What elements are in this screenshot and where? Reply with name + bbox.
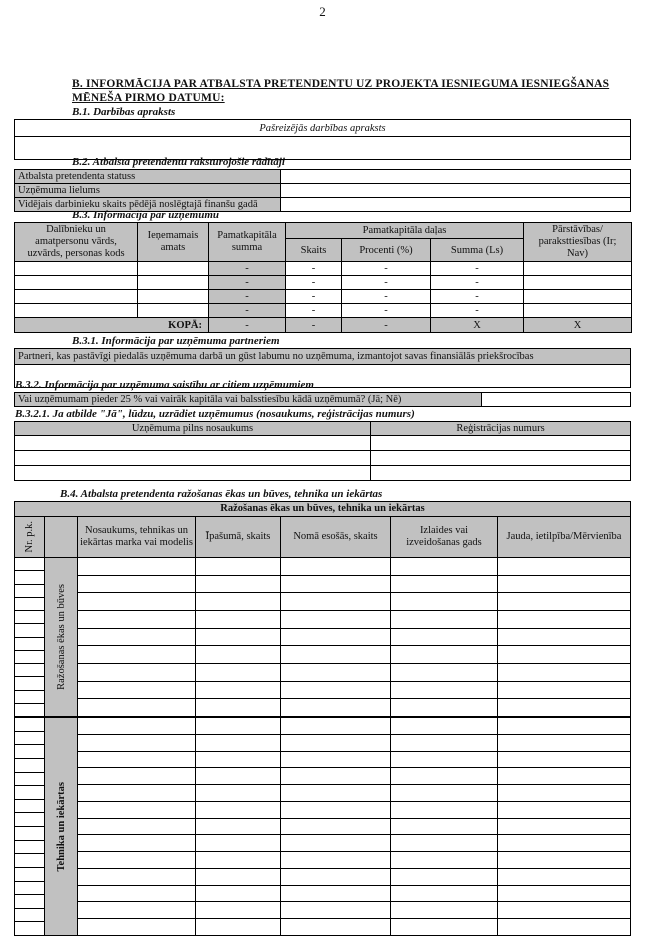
group-band xyxy=(45,558,78,716)
asset-cell xyxy=(78,664,196,681)
col-header-position: Ieņemamais amats xyxy=(138,223,209,262)
nr-cell xyxy=(15,558,44,571)
sum-cell: - xyxy=(431,290,524,304)
asset-cell xyxy=(78,629,196,646)
percent-cell: - xyxy=(342,262,431,276)
col-header-representation: Pārstāvības/ paraksttiesības (Ir; Nav) xyxy=(524,223,632,262)
asset-row xyxy=(78,593,630,611)
asset-cell xyxy=(78,593,196,610)
asset-cell xyxy=(78,699,196,716)
asset-row xyxy=(78,902,630,919)
asset-cell xyxy=(391,752,498,768)
nr-cell xyxy=(15,585,44,598)
asset-cell xyxy=(281,558,391,575)
asset-cell xyxy=(78,611,196,628)
group-band xyxy=(45,718,78,935)
asset-cell xyxy=(391,886,498,902)
asset-cell xyxy=(391,735,498,751)
asset-cell xyxy=(78,682,196,699)
position-cell xyxy=(138,276,209,290)
name-model-header: Nosaukums, tehnikas un iekārtas marka vai modelis xyxy=(78,517,196,557)
asset-row xyxy=(78,699,630,716)
group-equipment xyxy=(15,718,630,935)
asset-cell xyxy=(498,869,630,885)
asset-cell xyxy=(281,752,391,768)
nr-column xyxy=(15,558,45,716)
asset-cell xyxy=(78,802,196,818)
asset-cell xyxy=(391,768,498,784)
b3-shareholders-table xyxy=(14,222,632,333)
asset-cell xyxy=(281,664,391,681)
member-cell xyxy=(15,276,138,290)
asset-cell xyxy=(498,819,630,835)
b2-row-value xyxy=(281,170,631,184)
count-cell: - xyxy=(286,290,342,304)
representation-cell xyxy=(524,262,632,276)
asset-cell xyxy=(78,886,196,902)
representation-cell xyxy=(524,276,632,290)
b2-row-label: Vidējais darbinieku skaits pēdējā noslēgtajā finanšu gadā xyxy=(15,198,281,212)
asset-cell xyxy=(281,886,391,902)
nr-cell xyxy=(15,786,44,800)
asset-cell xyxy=(196,852,281,868)
asset-row xyxy=(78,611,630,629)
asset-cell xyxy=(281,819,391,835)
nr-cell xyxy=(15,611,44,624)
nr-cell xyxy=(15,624,44,637)
asset-cell xyxy=(391,869,498,885)
current-activity-header: Pašreizējās darbības apraksts xyxy=(15,120,631,137)
sum-cell: - xyxy=(431,304,524,318)
asset-cell xyxy=(196,664,281,681)
asset-row xyxy=(78,646,630,664)
b32-question-table xyxy=(14,392,631,407)
total-capital-sum: - xyxy=(209,318,286,333)
asset-cell xyxy=(498,576,630,593)
nr-cell xyxy=(15,598,44,611)
b2-row-value xyxy=(281,184,631,198)
asset-cell xyxy=(281,869,391,885)
asset-cell xyxy=(78,576,196,593)
position-cell xyxy=(138,290,209,304)
asset-cell xyxy=(498,768,630,784)
col-header-capital-shares: Pamatkapitāla daļas xyxy=(286,223,524,239)
asset-row xyxy=(78,768,630,785)
asset-row xyxy=(78,558,630,576)
asset-cell xyxy=(78,558,196,575)
asset-cell xyxy=(281,682,391,699)
member-cell xyxy=(15,304,138,318)
asset-row xyxy=(78,869,630,886)
asset-cell xyxy=(281,646,391,663)
asset-cell xyxy=(498,611,630,628)
asset-cell xyxy=(391,558,498,575)
asset-cell xyxy=(498,785,630,801)
asset-cell xyxy=(78,852,196,868)
asset-row xyxy=(78,664,630,682)
asset-cell xyxy=(196,735,281,751)
asset-cell xyxy=(391,819,498,835)
asset-row xyxy=(78,752,630,769)
asset-cell xyxy=(78,785,196,801)
asset-cell xyxy=(498,558,630,575)
nr-cell xyxy=(15,882,44,896)
asset-cell xyxy=(498,752,630,768)
asset-cell xyxy=(78,819,196,835)
asset-cell xyxy=(196,819,281,835)
asset-row xyxy=(78,785,630,802)
representation-cell xyxy=(524,290,632,304)
nr-cell xyxy=(15,704,44,716)
sum-cell: - xyxy=(431,262,524,276)
b31-heading: B.3.1. Informācija par uzņēmuma partneriem xyxy=(72,335,280,347)
group-label-production-buildings: Ražošanas ēkas un būves xyxy=(55,584,67,690)
asset-cell xyxy=(78,752,196,768)
percent-cell: - xyxy=(342,290,431,304)
asset-cell xyxy=(498,835,630,851)
asset-cell xyxy=(78,768,196,784)
asset-cell xyxy=(78,718,196,734)
asset-cell xyxy=(281,611,391,628)
count-cell: - xyxy=(286,304,342,318)
total-count: - xyxy=(286,318,342,333)
col-header-count: Skaits xyxy=(286,239,342,262)
nr-cell xyxy=(15,677,44,690)
asset-row xyxy=(78,735,630,752)
asset-cell xyxy=(391,682,498,699)
nr-cell xyxy=(15,759,44,773)
asset-cell xyxy=(196,629,281,646)
owned-count-header: Īpašumā, skaits xyxy=(196,517,281,557)
asset-row xyxy=(78,819,630,836)
group-band-header xyxy=(45,517,78,557)
asset-cell xyxy=(196,785,281,801)
asset-cell xyxy=(498,852,630,868)
registration-number-cell xyxy=(371,451,631,466)
nr-cell xyxy=(15,813,44,827)
asset-cell xyxy=(391,611,498,628)
asset-cell xyxy=(391,629,498,646)
col-header-sum-ls: Summa (Ls) xyxy=(431,239,524,262)
asset-cell xyxy=(281,902,391,918)
nr-cell xyxy=(15,909,44,923)
asset-cell xyxy=(281,768,391,784)
asset-cell xyxy=(498,802,630,818)
asset-cell xyxy=(78,646,196,663)
asset-row xyxy=(78,576,630,594)
asset-cell xyxy=(196,699,281,716)
asset-cell xyxy=(391,646,498,663)
nr-cell xyxy=(15,868,44,882)
b4-table-title: Ražošanas ēkas un būves, tehnika un iekārtas xyxy=(15,502,630,517)
asset-cell xyxy=(391,852,498,868)
col-header-percent: Procenti (%) xyxy=(342,239,431,262)
col-header-capital-sum: Pamatkapitāla summa xyxy=(209,223,286,262)
asset-cell xyxy=(78,869,196,885)
asset-cell xyxy=(196,576,281,593)
registration-number-cell xyxy=(371,466,631,481)
asset-cell xyxy=(391,593,498,610)
asset-cell xyxy=(498,593,630,610)
nr-cell xyxy=(15,854,44,868)
ownership-question: Vai uzņēmumam pieder 25 % vai vairāk kapitāla vai balsstiesību kādā uzņēmumā? (Jā; Nē) xyxy=(15,393,482,407)
col-header-members: Dalībnieku un amatpersonu vārds, uzvārds, personas kods xyxy=(15,223,138,262)
asset-cell xyxy=(196,835,281,851)
asset-row xyxy=(78,629,630,647)
total-sum-x: X xyxy=(431,318,524,333)
group-label-equipment: Tehnika un iekārtas xyxy=(55,781,67,872)
asset-cell xyxy=(391,802,498,818)
b4-header-row xyxy=(15,517,630,558)
asset-cell xyxy=(281,576,391,593)
company-name-cell xyxy=(15,466,371,481)
asset-cell xyxy=(196,752,281,768)
nr-cell xyxy=(15,841,44,855)
registration-number-header: Reģistrācijas numurs xyxy=(371,422,631,436)
asset-cell xyxy=(196,902,281,918)
nr-cell xyxy=(15,732,44,746)
asset-cell xyxy=(78,919,196,935)
percent-cell: - xyxy=(342,304,431,318)
total-representation-x: X xyxy=(524,318,632,333)
b321-companies-table xyxy=(14,421,631,481)
capital-sum-cell: - xyxy=(209,262,286,276)
asset-row xyxy=(78,886,630,903)
capacity-header: Jauda, ietilpība/Mērvienība xyxy=(498,517,630,557)
asset-cell xyxy=(196,802,281,818)
b32-heading: B.3.2. Informācija par uzņēmuma saistību ar citiem uzņēmumiem xyxy=(15,379,314,391)
asset-cell xyxy=(281,852,391,868)
company-name-header: Uzņēmuma pilns nosaukums xyxy=(15,422,371,436)
asset-cell xyxy=(498,629,630,646)
asset-cell xyxy=(391,699,498,716)
partners-description: Partneri, kas pastāvīgi piedalās uzņēmuma darbā un gūst labumu no uzņēmuma, izmantojot savas finansiālās priekšrocības xyxy=(15,349,631,365)
asset-cell xyxy=(391,664,498,681)
b1-table xyxy=(14,119,631,160)
nr-cell xyxy=(15,651,44,664)
b2-row-label: Atbalsta pretendenta statuss xyxy=(15,170,281,184)
company-name-cell xyxy=(15,436,371,451)
asset-row xyxy=(78,682,630,700)
capital-sum-cell: - xyxy=(209,290,286,304)
page-number: 2 xyxy=(319,4,326,19)
b321-heading: B.3.2.1. Ja atbilde "Jā", lūdzu, uzrādiet uzņēmumus (nosaukums, reģistrācijas numurs) xyxy=(15,408,415,420)
position-cell xyxy=(138,262,209,276)
asset-cell xyxy=(281,629,391,646)
asset-cell xyxy=(281,919,391,935)
nr-cell xyxy=(15,571,44,584)
nr-cell xyxy=(15,691,44,704)
representation-cell xyxy=(524,304,632,318)
asset-row xyxy=(78,919,630,935)
asset-cell xyxy=(498,664,630,681)
b2-row-label: Uzņēmuma lielums xyxy=(15,184,281,198)
asset-cell xyxy=(78,902,196,918)
sum-cell: - xyxy=(431,276,524,290)
nr-cell xyxy=(15,718,44,732)
asset-cell xyxy=(391,835,498,851)
count-cell: - xyxy=(286,276,342,290)
position-cell xyxy=(138,304,209,318)
asset-row xyxy=(78,852,630,869)
count-cell: - xyxy=(286,262,342,276)
asset-cell xyxy=(281,593,391,610)
company-name-cell xyxy=(15,451,371,466)
asset-row xyxy=(78,718,630,735)
nr-cell xyxy=(15,664,44,677)
group-rows xyxy=(78,558,630,716)
capital-sum-cell: - xyxy=(209,304,286,318)
member-cell xyxy=(15,290,138,304)
asset-cell xyxy=(281,718,391,734)
percent-cell: - xyxy=(342,276,431,290)
group-rows xyxy=(78,718,630,935)
asset-cell xyxy=(196,593,281,610)
asset-cell xyxy=(196,869,281,885)
asset-cell xyxy=(196,718,281,734)
asset-cell xyxy=(281,785,391,801)
group-production-buildings xyxy=(15,558,630,718)
asset-cell xyxy=(78,835,196,851)
total-percent: - xyxy=(342,318,431,333)
b1-heading: B.1. Darbības apraksts xyxy=(72,106,176,118)
asset-cell xyxy=(196,886,281,902)
asset-cell xyxy=(391,919,498,935)
asset-cell xyxy=(196,919,281,935)
nr-cell xyxy=(15,745,44,759)
nr-pk-header: Nr. p.k. xyxy=(15,517,45,557)
ownership-answer xyxy=(482,393,631,407)
asset-row xyxy=(78,835,630,852)
b4-heading: B.4. Atbalsta pretendenta ražošanas ēkas un būves, tehnika un iekārtas xyxy=(60,488,383,500)
member-cell xyxy=(15,262,138,276)
asset-cell xyxy=(498,902,630,918)
year-header: Izlaides vai izveidošanas gads xyxy=(391,517,498,557)
asset-cell xyxy=(281,835,391,851)
asset-cell xyxy=(498,699,630,716)
b3-heading: B.3. Informācija par uzņēmumu xyxy=(72,209,220,221)
asset-cell xyxy=(196,768,281,784)
b2-heading: B.2. Atbalsta pretendentu raksturojošie rādītāji xyxy=(72,156,285,168)
total-label: KOPĀ: xyxy=(15,318,209,333)
nr-cell xyxy=(15,895,44,909)
asset-cell xyxy=(196,682,281,699)
asset-cell xyxy=(498,735,630,751)
asset-cell xyxy=(498,646,630,663)
asset-cell xyxy=(196,611,281,628)
asset-cell xyxy=(281,699,391,716)
b2-row-value xyxy=(281,198,631,212)
registration-number-cell xyxy=(371,436,631,451)
capital-sum-cell: - xyxy=(209,276,286,290)
nr-cell xyxy=(15,922,44,935)
asset-row xyxy=(78,802,630,819)
b2-table xyxy=(14,169,631,212)
section-b-heading: B. INFORMĀCIJA PAR ATBALSTA PRETENDENTU UZ PROJEKTA IESNIEGUMA IESNIEGŠANAS MĒNEŠA PIRMO DATUMU: xyxy=(72,78,610,104)
asset-cell xyxy=(78,735,196,751)
asset-cell xyxy=(498,718,630,734)
nr-cell xyxy=(15,827,44,841)
asset-cell xyxy=(498,919,630,935)
asset-cell xyxy=(391,902,498,918)
asset-cell xyxy=(498,682,630,699)
nr-column xyxy=(15,718,45,935)
asset-cell xyxy=(498,886,630,902)
asset-cell xyxy=(281,735,391,751)
nr-cell xyxy=(15,773,44,787)
nr-cell xyxy=(15,800,44,814)
rented-count-header: Nomā esošās, skaits xyxy=(281,517,391,557)
asset-cell xyxy=(391,785,498,801)
asset-cell xyxy=(196,646,281,663)
b4-assets-table xyxy=(14,501,631,936)
asset-cell xyxy=(391,576,498,593)
nr-cell xyxy=(15,638,44,651)
asset-cell xyxy=(196,558,281,575)
asset-cell xyxy=(281,802,391,818)
asset-cell xyxy=(391,718,498,734)
